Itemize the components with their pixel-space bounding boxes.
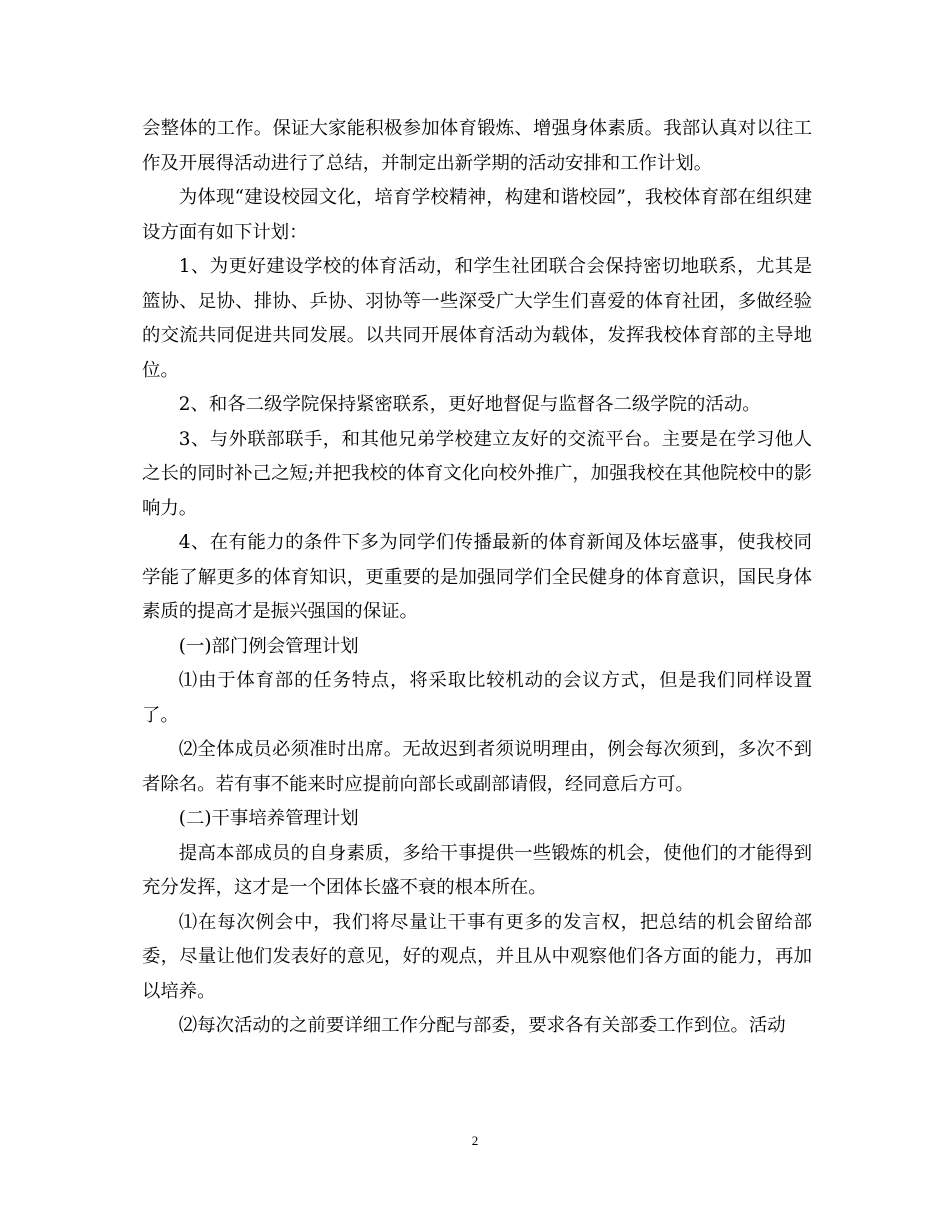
paragraph-4: 2、和各二级学院保持紧密联系，更好地督促与监督各二级学院的活动。: [178, 394, 761, 415]
paragraph-9: 提高本部成员的自身素质，多给干事提供一些锻炼的机会，使他们的才能得到充分发挥，这才是一个团体长盛不衰的根本所在。: [142, 842, 812, 898]
paragraph-2: 为体现“建设校园文化，培育学校精神，构建和谐校园”，我校体育部在组织建设方面有如下计划：: [142, 187, 812, 243]
paragraph-6: 4、在有能力的条件下多为同学们传播最新的体育新闻及体坛盛事，使我校同学能了解更多的体育知识，更重要的是加强同学们全民健身的体育意识，国民身体素质的提高才是振兴强国的保证。: [142, 532, 812, 622]
paragraph-8: ⑵全体成员必须准时出席。无故迟到者须说明理由，例会每次须到，多次不到者除名。若有事不能来时应提前向部长或副部请假，经同意后方可。: [142, 739, 812, 795]
paragraph-3: 1、为更好建设学校的体育活动，和学生社团联合会保持密切地联系，尤其是篮协、足协、排协、乒协、羽协等一些深受广大学生们喜爱的体育社团，多做经验的交流共同促进共同发展。以共同开展体育活动为载体，发挥我校体育部的主导地位。: [142, 256, 812, 381]
section-heading-2: (二)干事培养管理计划: [178, 808, 359, 829]
paragraph-11: ⑵每次活动的之前要详细工作分配与部委，要求各有关部委工作到位。活动: [178, 1015, 786, 1036]
section-heading-1: (一)部门例会管理计划: [178, 635, 359, 657]
paragraph-10: ⑴在每次例会中，我们将尽量让干事有更多的发言权，把总结的机会留给部委，尽量让他们发表好的意见，好的观点，并且从中观察他们各方面的能力，再加以培养。: [142, 911, 812, 1002]
page-number: 2: [471, 1133, 479, 1148]
paragraph-1: 会整体的工作。保证大家能积极参加体育锻炼、增强身体素质。我部认真对以往工作及开展得活动进行了总结，并制定出新学期的活动安排和工作计划。: [142, 118, 812, 174]
paragraph-7: ⑴由于体育部的任务特点，将采取比较机动的会议方式，但是我们同样设置了。: [142, 670, 812, 726]
paragraph-5: 3、与外联部联手，和其他兄弟学校建立友好的交流平台。主要是在学习他人之长的同时补己之短;并把我校的体育文化向校外推广，加强我校在其他院校中的影响力。: [142, 428, 812, 519]
document-body: [142, 112, 812, 1044]
